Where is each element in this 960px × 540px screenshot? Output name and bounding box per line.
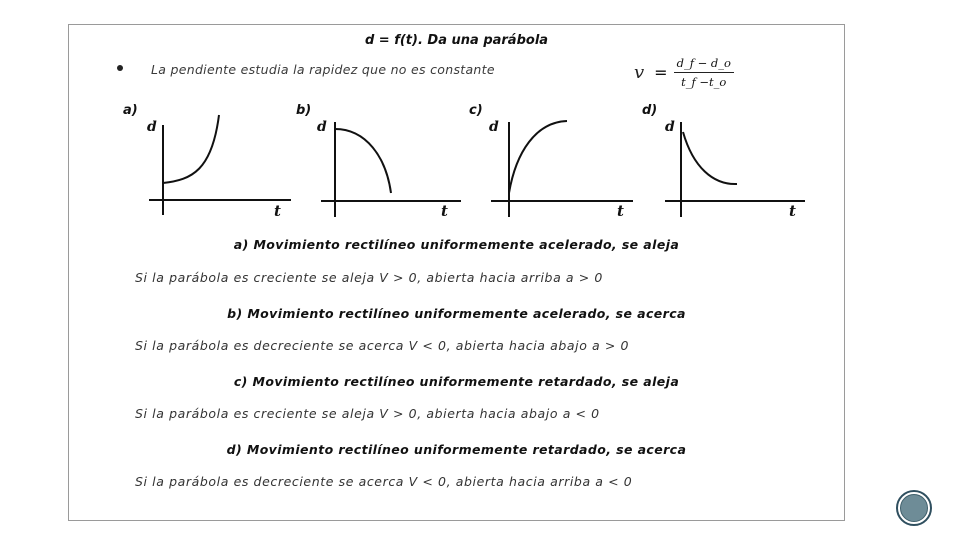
section-c-heading: c) Movimiento rectilíneo uniformemente retardado, se aleja — [233, 374, 680, 389]
graph-a-svg — [147, 115, 297, 225]
graph-b-y-label: d — [317, 119, 327, 135]
graph-d — [665, 117, 815, 231]
section-c-text: Si la parábola es creciente se aleja V > 0, abierta hacia abajo a < 0 — [135, 406, 600, 421]
formula-denominator: t_f −t_o — [681, 74, 727, 89]
graph-c — [491, 117, 641, 231]
graph-b-svg — [321, 117, 471, 227]
graph-c-curve — [509, 121, 567, 193]
graph-a-label: a) — [123, 103, 138, 118]
slide-nav-button[interactable] — [896, 490, 932, 526]
graph-d-svg — [665, 117, 815, 227]
slide-image-frame — [68, 24, 845, 521]
graph-b-label: b) — [296, 103, 312, 118]
graph-d-label: d) — [642, 103, 658, 118]
graph-b-curve — [335, 129, 391, 193]
graph-a-x-label: t — [274, 202, 281, 220]
velocity-formula — [634, 52, 734, 92]
graph-d-y-label: d — [665, 119, 675, 135]
formula-numerator: d_f − d_o — [674, 56, 734, 73]
graph-a-curve — [163, 115, 219, 183]
graph-c-y-label: d — [489, 119, 499, 135]
graph-b-x-label: t — [441, 202, 448, 220]
graph-a-y-label: d — [147, 119, 157, 135]
graph-c-label: c) — [469, 103, 483, 118]
section-b-text: Si la parábola es decreciente se acerca V < 0, abierta hacia abajo a > 0 — [135, 338, 630, 353]
formula-lhs: v — [634, 61, 645, 83]
graph-d-x-label: t — [789, 202, 796, 220]
graph-b — [321, 117, 471, 231]
section-a-heading: a) Movimiento rectilíneo uniformemente acelerado, se aleja — [233, 237, 680, 252]
nav-button-icon — [900, 494, 928, 522]
section-d-heading: d) Movimiento rectilíneo uniformemente retardado, se acerca — [226, 442, 687, 457]
graph-c-x-label: t — [617, 202, 624, 220]
graph-c-svg — [491, 117, 641, 227]
graph-d-curve — [683, 132, 737, 184]
formula-equals: = — [654, 62, 668, 82]
section-a-text: Si la parábola es creciente se aleja V > 0, abierta hacia arriba a > 0 — [135, 270, 603, 285]
formula-fraction — [674, 56, 734, 89]
bullet-icon — [117, 65, 123, 71]
bullet-text: La pendiente estudia la rapidez que no es constante — [151, 62, 495, 77]
page-title: d = f(t). Da una parábola — [364, 33, 549, 48]
section-b-heading: b) Movimiento rectilíneo uniformemente acelerado, se acerca — [227, 306, 686, 321]
section-d-text: Si la parábola es decreciente se acerca V < 0, abierta hacia arriba a < 0 — [135, 474, 633, 489]
graph-a — [147, 115, 297, 229]
